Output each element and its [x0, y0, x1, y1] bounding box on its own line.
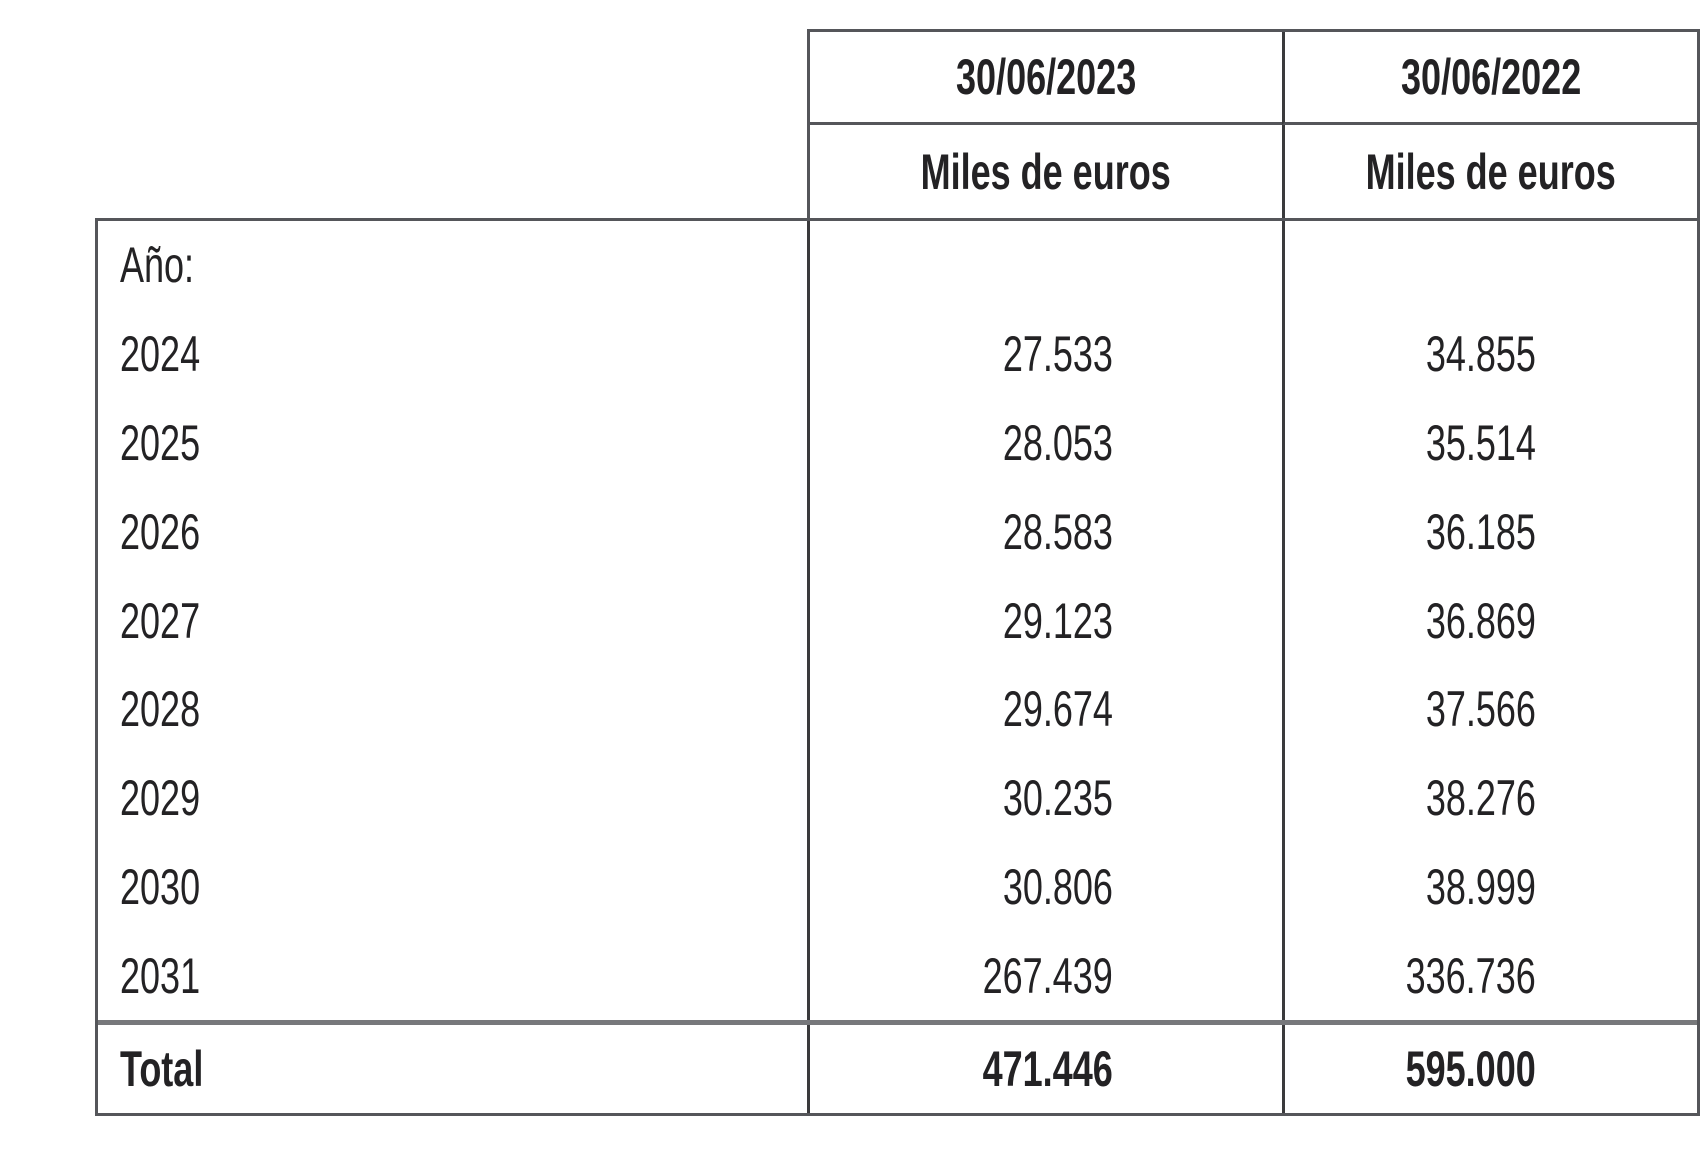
table-row — [98, 754, 1697, 843]
year-label: 2024 — [120, 326, 201, 383]
table-row-total — [98, 1020, 1697, 1113]
header-date-2023-label: 30/06/2023 — [955, 49, 1137, 105]
year-label-cell — [98, 842, 807, 931]
value-2023: 28.583 — [1002, 503, 1113, 560]
group-label-cell — [98, 221, 807, 310]
value-2023-cell — [807, 842, 1282, 931]
total-label-cell — [98, 1025, 807, 1113]
value-2023: 28.053 — [1002, 414, 1113, 471]
value-2023: 29.674 — [1002, 681, 1113, 738]
table-row — [98, 842, 1697, 931]
value-2022: 38.999 — [1425, 858, 1536, 915]
year-label: 2025 — [120, 414, 201, 471]
year-label: 2027 — [120, 592, 201, 649]
value-2022: 35.514 — [1425, 414, 1536, 471]
table-row — [98, 487, 1697, 576]
year-label: 2029 — [120, 770, 201, 827]
value-2023-cell — [807, 487, 1282, 576]
total-2022-cell — [1282, 1025, 1697, 1113]
value-2022: 336.736 — [1405, 947, 1536, 1004]
table-row — [98, 665, 1697, 754]
value-2023-cell — [807, 754, 1282, 843]
table-row — [98, 310, 1697, 399]
value-2023-cell — [807, 931, 1282, 1020]
value-2022-cell — [1282, 399, 1697, 488]
year-label: 2028 — [120, 681, 201, 738]
year-label-cell — [98, 399, 807, 488]
header-unit-2023-label: Miles de euros — [920, 143, 1172, 200]
value-2022-cell — [1282, 487, 1697, 576]
value-2023-cell — [807, 665, 1282, 754]
value-2023: 30.235 — [1002, 770, 1113, 827]
year-label-cell — [98, 754, 807, 843]
value-2022: 38.276 — [1425, 770, 1536, 827]
value-2022-cell — [1282, 754, 1697, 843]
table-row — [98, 399, 1697, 488]
year-label-cell — [98, 576, 807, 665]
total-2023-cell — [807, 1025, 1282, 1113]
year-label-cell — [98, 487, 807, 576]
value-2022-cell — [1282, 310, 1697, 399]
year-label: 2031 — [120, 947, 201, 1004]
year-label-cell — [98, 665, 807, 754]
header-unit-2023 — [810, 125, 1282, 218]
table-row — [98, 931, 1697, 1020]
total-value-2022: 595.000 — [1405, 1041, 1536, 1098]
empty-cell-2023 — [807, 221, 1282, 310]
value-2022: 36.869 — [1425, 592, 1536, 649]
value-2022: 36.185 — [1425, 503, 1536, 560]
header-date-2022-label: 30/06/2022 — [1400, 49, 1582, 105]
header-unit-2022-label: Miles de euros — [1365, 143, 1617, 200]
group-label: Año: — [120, 237, 195, 294]
table-row — [98, 576, 1697, 665]
value-2023-cell — [807, 310, 1282, 399]
value-2023: 30.806 — [1002, 858, 1113, 915]
year-label: 2026 — [120, 503, 201, 560]
header-date-2022 — [1282, 32, 1697, 125]
table-header — [807, 29, 1700, 218]
total-value-2023: 471.446 — [982, 1041, 1113, 1098]
value-2022-cell — [1282, 842, 1697, 931]
value-2022-cell — [1282, 931, 1697, 1020]
year-label-cell — [98, 931, 807, 1020]
value-2022: 34.855 — [1425, 326, 1536, 383]
value-2023-cell — [807, 399, 1282, 488]
year-label: 2030 — [120, 858, 201, 915]
table-row-group — [98, 221, 1697, 310]
header-unit-2022 — [1282, 125, 1697, 218]
value-2023: 27.533 — [1002, 326, 1113, 383]
value-2022-cell — [1282, 665, 1697, 754]
empty-cell-2022 — [1282, 221, 1697, 310]
value-2022: 37.566 — [1425, 681, 1536, 738]
value-2023: 29.123 — [1002, 592, 1113, 649]
value-2023-cell — [807, 576, 1282, 665]
value-2022-cell — [1282, 576, 1697, 665]
year-label-cell — [98, 310, 807, 399]
value-2023: 267.439 — [982, 947, 1113, 1004]
header-date-2023 — [810, 32, 1282, 125]
table-body — [95, 218, 1700, 1116]
total-label: Total — [120, 1041, 204, 1098]
